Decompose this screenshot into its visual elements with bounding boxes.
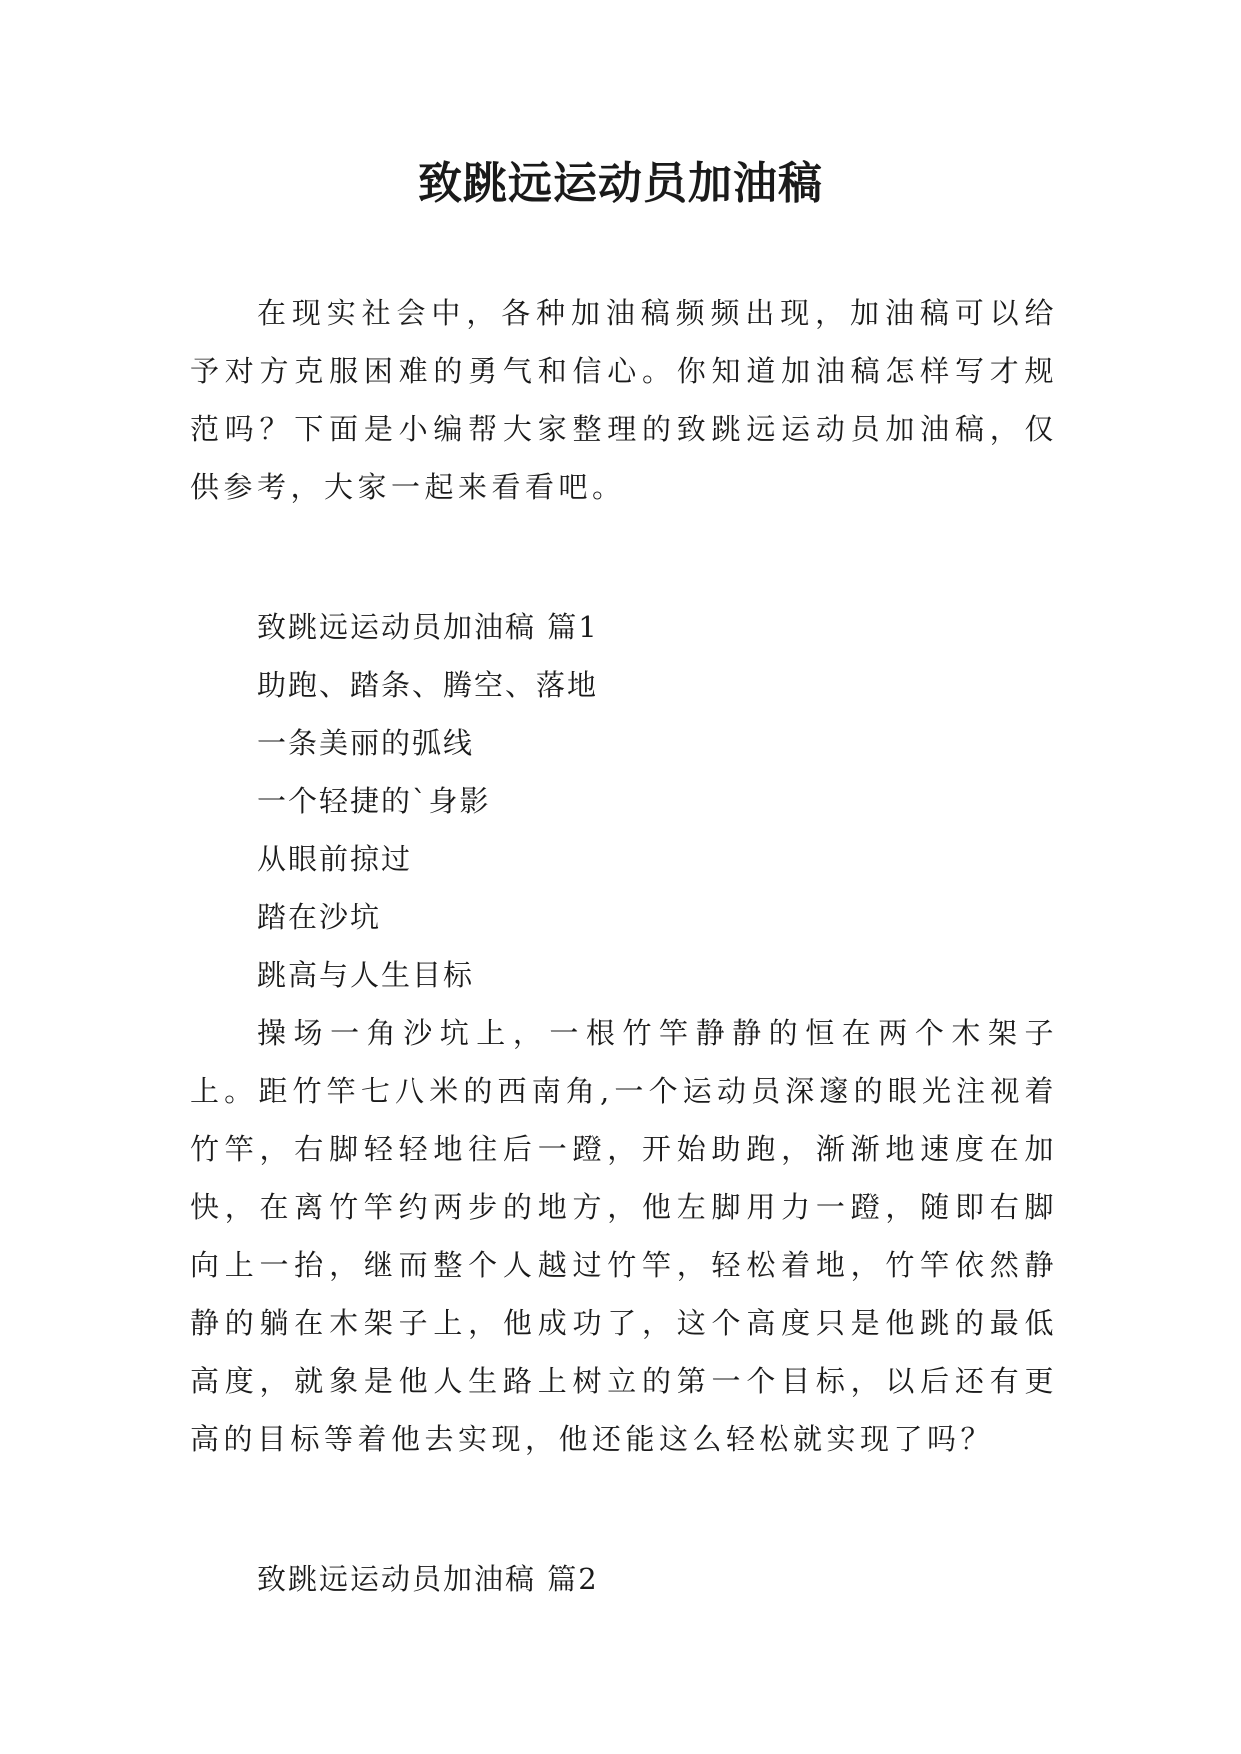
section-2-heading: 致跳远运动员加油稿 篇2 bbox=[257, 1562, 599, 1596]
verse-line: 跳高与人生目标 bbox=[257, 958, 475, 992]
document-title: 致跳远运动员加油稿 bbox=[418, 158, 823, 209]
verse-line: 从眼前掠过 bbox=[257, 842, 413, 876]
verse-line: 一个轻捷的`身影 bbox=[257, 784, 491, 818]
section-1-verse bbox=[190, 656, 1058, 1004]
verse-line: 助跑、踏条、腾空、落地 bbox=[257, 668, 599, 702]
verse-line: 踏在沙坑 bbox=[257, 900, 382, 934]
spacer bbox=[190, 1468, 1058, 1550]
spacer bbox=[190, 516, 1058, 598]
section-1-paragraph: 操场一角沙坑上，一根竹竿静静的恒在两个木架子上。距竹竿七八米的西南角,一个运动员深邃的眼光注视着竹竿，右脚轻轻地往后一蹬，开始助跑，渐渐地速度在加快，在离竹竿约两步的地方，他左脚用力一蹬，随即右脚向上一抬，继而整个人越过竹竿，轻松着地，竹竿依然静静的躺在木架子上，他成功了，这个高度只是他跳的最低高度，就象是他人生路上树立的第一个目标，以后还有更高的目标等着他去实现，他还能这么轻松就实现了吗？ bbox=[190, 1016, 1058, 1456]
verse-line: 一条美丽的弧线 bbox=[257, 726, 475, 760]
section-1-heading: 致跳远运动员加油稿 篇1 bbox=[257, 610, 599, 644]
intro-paragraph: 在现实社会中，各种加油稿频频出现，加油稿可以给予对方克服困难的勇气和信心。你知道加油稿怎样写才规范吗？下面是小编帮大家整理的致跳远运动员加油稿，仅供参考，大家一起来看看吧。 bbox=[190, 296, 1058, 504]
document-body bbox=[190, 284, 1058, 1608]
